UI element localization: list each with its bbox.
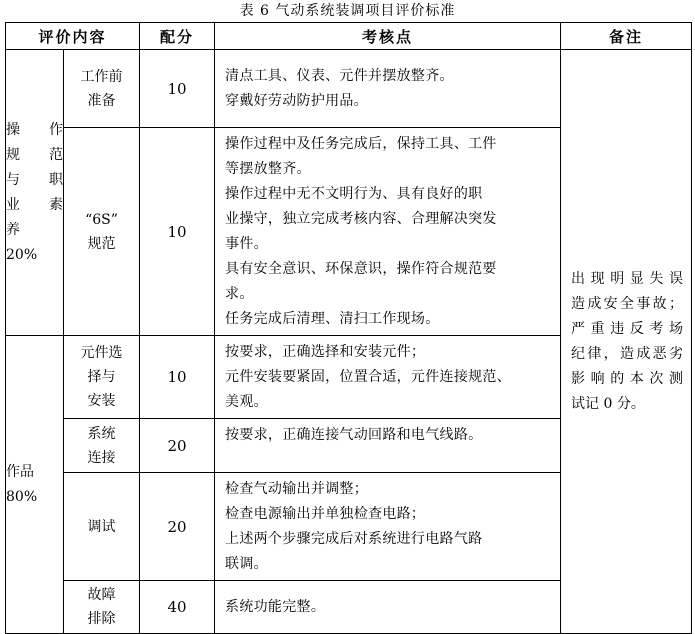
item-score: 20 [140, 473, 215, 581]
item-points: 清点工具、仪表、元件并摆放整齐。 穿戴好劳动防护用品。 [215, 50, 561, 128]
item-preparation: 工作前 准备 [64, 50, 140, 128]
item-points: 操作过程中及任务完成后，保持工具、工件 等摆放整齐。 操作过程中无不文明行为、具有良好的职 业操守，独立完成考核内容、合理解决突发 事件。 具有安全意识、环保意识，操作符合规范要 求。 任务完成后清理、清扫工作现场。 [215, 128, 561, 336]
item-6s: “6S” 规范 [64, 128, 140, 336]
item-score: 20 [140, 419, 215, 473]
item-selection: 元件选 择与 安装 [64, 336, 140, 419]
evaluation-table [5, 22, 692, 634]
item-points: 按要求，正确连接气动回路和电气线路。 [215, 419, 561, 473]
remark-cell: 出现明显失误 造成安全事故； 严重违反考场 纪律，造成恶劣 影响的本次测 试记 0 分。 [561, 50, 692, 634]
table-row [6, 50, 692, 128]
category-work: 作品 80% [6, 336, 64, 634]
item-score: 10 [140, 336, 215, 419]
item-score: 40 [140, 581, 215, 634]
table-caption: 表 6 气动系统装调项目评价标准 [239, 3, 456, 19]
item-points: 按要求，正确选择和安装元件； 元件安装要紧固，位置合适，元件连接规范、 美观。 [215, 336, 561, 419]
category-professionalism: 操 作 规 范 与 职 业 素 养 20% [6, 50, 64, 336]
item-debug: 调试 [64, 473, 140, 581]
item-score: 10 [140, 50, 215, 128]
item-troubleshoot: 故障 排除 [64, 581, 140, 634]
header-remark: 备注 [561, 23, 692, 50]
item-points: 系统功能完整。 [215, 581, 561, 634]
item-score: 10 [140, 128, 215, 336]
header-points: 考核点 [215, 23, 561, 50]
header-score: 配分 [140, 23, 215, 50]
header-content: 评价内容 [6, 23, 140, 50]
item-points: 检查气动输出并调整； 检查电源输出并单独检查电路； 上述两个步骤完成后对系统进行电路气路 联调。 [215, 473, 561, 581]
header-row [6, 23, 692, 50]
item-connection: 系统 连接 [64, 419, 140, 473]
